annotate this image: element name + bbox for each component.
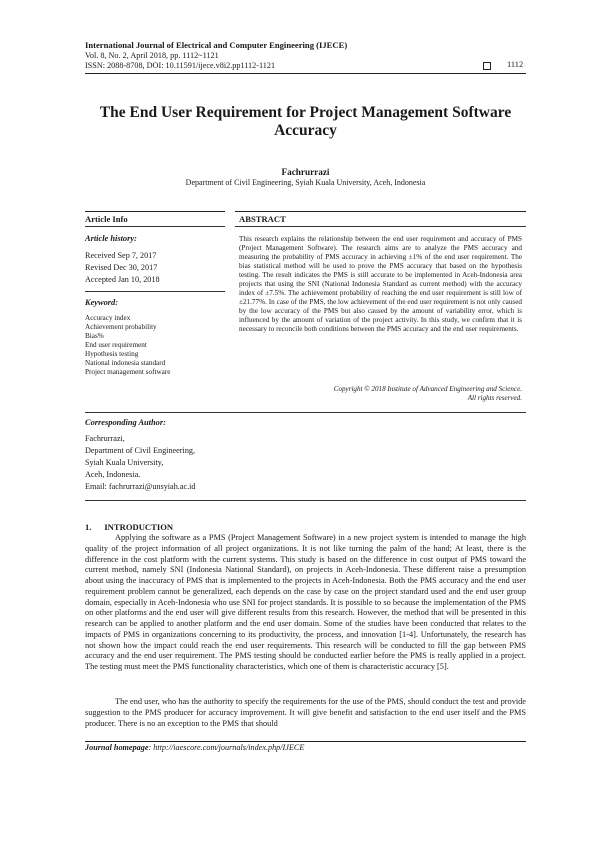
corresponding-author-label: Corresponding Author:	[85, 418, 166, 427]
keyword-item: Hypothesis testing	[85, 350, 139, 358]
corresponding-top-rule	[85, 412, 526, 413]
page-number: 1112	[507, 60, 524, 69]
header-rule	[85, 73, 526, 74]
paper-title: The End User Requirement for Project Management Software Accuracy	[99, 104, 512, 139]
keyword-item: Project management software	[85, 368, 171, 376]
author-name: Fachrurrazi	[281, 167, 330, 177]
corresponding-university: Syiah Kuala University,	[85, 458, 164, 467]
accepted-date: Accepted Jan 10, 2018	[85, 275, 160, 284]
corresponding-email: Email: fachrurrazi@unsyiah.ac.id	[85, 482, 196, 491]
received-date: Received Sep 7, 2017	[85, 251, 157, 260]
intro-paragraph-2: The end user, who has the authority to specify the requirements for the use of the PMS, should conduct the test and provide suggestion to the PMS producer for accuracy improvement. It will give benefit and satisfaction to the end user itself and the PMS producer. There is no an exception to the PMS that should	[85, 697, 526, 728]
journal-homepage[interactable]	[85, 743, 304, 752]
abstract-heading: ABSTRACT	[239, 214, 286, 224]
corresponding-name: Fachrurrazi,	[85, 434, 125, 443]
keyword-item: National indonesia standard	[85, 359, 166, 367]
keyword-rule	[85, 291, 225, 292]
article-info-heading: Article Info	[85, 214, 128, 224]
revised-date: Revised Dec 30, 2017	[85, 263, 158, 272]
article-info-top-rule	[85, 211, 225, 212]
homepage-url[interactable]: : http://iaescore.com/journals/index.php/IJECE	[148, 743, 305, 752]
corresponding-dept: Department of Civil Engineering,	[85, 446, 196, 455]
rights-line: All rights reserved.	[467, 394, 522, 403]
journal-name: International Journal of Electrical and Computer Engineering (IJECE)	[85, 40, 348, 50]
author-affiliation: Department of Civil Engineering, Syiah Kuala University, Aceh, Indonesia	[185, 178, 426, 187]
footer-rule	[85, 741, 526, 742]
homepage-label: Journal homepage	[85, 743, 149, 752]
keyword-item: Achievement probability	[85, 323, 157, 331]
article-info-rule	[85, 226, 225, 227]
abstract-text: This research explains the relationship between the end user requirement and accuracy of PMS (Project Management Software). The research aims are to analyze the PMS accuracy and measuring the probability of PMS accuracy in achieving ±1% of the end user requirement. The bias statistical method will be used to prove the PMS accuracy that based on the hypothesis testing. The result indicates the PMS is still accurate to be implemented in Aceh-Indonesia area projects that using the SNI (National Indonesia Standard as current method) with the accuracy index of ±7.5%. The achievement probability of reaching the end user requirement is still low of ±21.77%. In case of the PMS, the low achievement of the end user requirement is not only caused by the low accuracy of the PMS but also caused by the amount of variability error, which is influenced by the amount of variation of the project activity. In this study, we confirm that it is necessary to reconcile both conditions between the PMS accuracy and the end user requirements.	[239, 235, 522, 334]
abstract-top-rule	[235, 211, 526, 212]
keyword-label: Keyword:	[85, 298, 119, 307]
introduction-heading: 1. INTRODUCTION	[85, 522, 174, 532]
article-history-label: Article history:	[85, 234, 137, 243]
keyword-item: Accuracy index	[85, 314, 131, 322]
intro-paragraph-1: Applying the software as a PMS (Project Management Software) in a new project system is intended to manage the high quality of the project information of all project organizations. It is not like turning the palm of the hand; At least, there is the difference in the cost platform with the current systems. This study is based on the difference in cost output of PMS toward the current method, namely SNI (Indonesia National Standard), on projects in Aceh-Indonesia. These different raise a presumption about using the inaccuracy of PMS that is implemented to the projects in Aceh-Indonesia. Both the PMS accuracy and the end user requirement problem cannot be generalized, each depends on the case by case on the project standard used and the end user group domain, especially in Aceh-Indonesia who use SNI for project standards. It is possible to so because the implementation of the PMS on other platforms and the end user will give different results from this research. However, the method that will be presented in this research can be applied to another platform and the end user domain. Some of the studies have been conducted that relates to the impacts of PMS in organizations concerning to its productivity, the process, and innovation [1-4]. Unfortunately, the research has not shown how the impact could reach the end user requirements. This research will be conducted to fill the gap between PMS accuracy and the end user requirement. The PMS testing should be conducted earlier before the PMS is really applied in a project. The testing must meet the PMS functionality characteristics, which one of them is characteristic accuracy [5].	[85, 533, 526, 671]
keyword-item: End user requirement	[85, 341, 147, 349]
corresponding-bottom-rule	[85, 500, 526, 501]
volume-line: Vol. 8, No. 2, April 2018, pp. 1112~1121	[85, 51, 219, 60]
corresponding-location: Aceh, Indonesia.	[85, 470, 141, 479]
abstract-rule	[235, 226, 526, 227]
square-icon	[483, 62, 491, 70]
copyright-notice	[239, 385, 522, 403]
keyword-item: Bias%	[85, 332, 104, 340]
copyright-line: Copyright © 2018 Institute of Advanced Engineering and Science.	[333, 385, 522, 393]
issn-line: ISSN: 2088-8708, DOI: 10.11591/ijece.v8i2.pp1112-1121	[85, 61, 276, 70]
